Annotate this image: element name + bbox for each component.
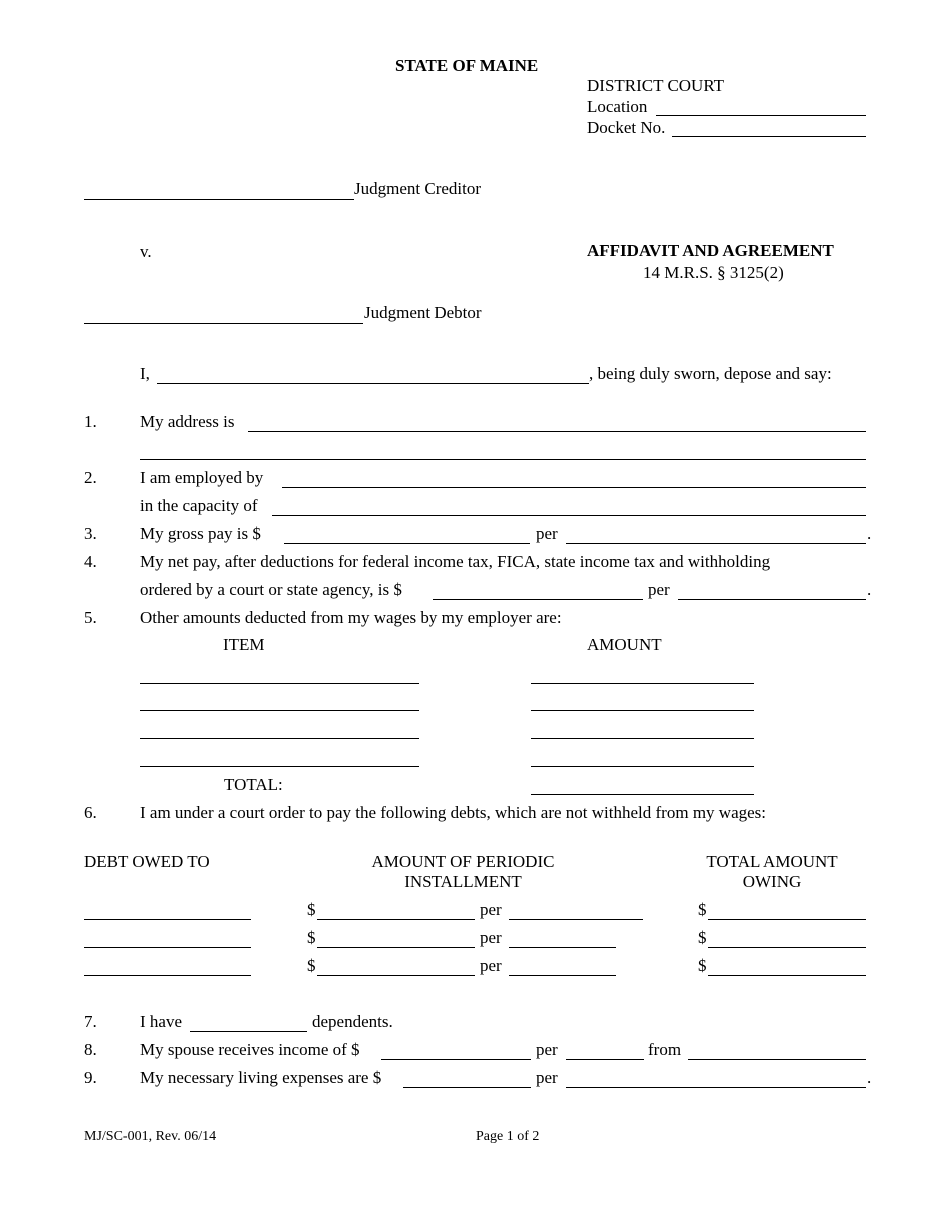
address-field-1[interactable]: [248, 431, 866, 432]
net-pay-text: My net pay, after deductions for federal income tax, FICA, state income tax and withholding: [140, 552, 771, 571]
installment-header-line1: AMOUNT OF PERIODIC: [371, 852, 555, 871]
debt-creditor-field[interactable]: [84, 947, 251, 948]
debt-creditor-field[interactable]: [84, 975, 251, 976]
per-label: per: [536, 524, 558, 543]
form-id: MJ/SC-001, Rev. 06/14: [84, 1129, 217, 1144]
from-label: from: [648, 1040, 682, 1059]
deduction-amount-field[interactable]: [531, 710, 754, 711]
amount-column-header: AMOUNT: [587, 635, 662, 654]
debtor-field[interactable]: [84, 323, 363, 324]
period-mark: .: [867, 524, 872, 543]
total-owing-field[interactable]: [708, 975, 866, 976]
gross-pay-field[interactable]: [284, 543, 530, 544]
living-expenses-field[interactable]: [403, 1087, 531, 1088]
court-order-label: I am under a court order to pay the following debts, which are not withheld from my wages:: [140, 803, 766, 822]
period-mark: .: [867, 1068, 872, 1087]
item-number: 8.: [84, 1040, 97, 1059]
deduction-total-field[interactable]: [531, 794, 754, 795]
other-deductions-label: Other amounts deducted from my wages by my employer are:: [140, 608, 562, 627]
net-pay-field[interactable]: [433, 599, 643, 600]
spouse-income-label: My spouse receives income of $: [140, 1040, 360, 1059]
per-label: per: [480, 956, 502, 975]
debtor-label: Judgment Debtor: [364, 303, 482, 322]
item-number: 2.: [84, 468, 97, 487]
installment-amount-field[interactable]: [317, 975, 475, 976]
dependents-suffix: dependents.: [312, 1012, 393, 1031]
court-name: DISTRICT COURT: [587, 76, 725, 95]
item-number: 5.: [84, 608, 97, 627]
item-column-header: ITEM: [223, 635, 265, 654]
total-owing-header-line2: OWING: [742, 872, 802, 891]
statute-citation: 14 M.R.S. § 3125(2): [643, 263, 784, 282]
per-label: per: [536, 1068, 558, 1087]
installment-period-field[interactable]: [509, 919, 643, 920]
deduction-item-field[interactable]: [140, 738, 419, 739]
dollar-sign: $: [307, 928, 316, 947]
gross-pay-period-field[interactable]: [566, 543, 866, 544]
living-expenses-label: My necessary living expenses are $: [140, 1068, 382, 1087]
docket-label: Docket No.: [587, 118, 666, 137]
deduction-item-field[interactable]: [140, 766, 419, 767]
docket-field[interactable]: [672, 136, 866, 137]
capacity-label: in the capacity of: [140, 496, 258, 515]
location-label: Location: [587, 97, 648, 116]
employer-field[interactable]: [282, 487, 866, 488]
deduction-amount-field[interactable]: [531, 738, 754, 739]
spouse-income-period-field[interactable]: [566, 1059, 644, 1060]
total-owing-field[interactable]: [708, 947, 866, 948]
period-mark: .: [867, 580, 872, 599]
address-field-2[interactable]: [140, 459, 866, 460]
dependents-prefix: I have: [140, 1012, 183, 1031]
total-owing-field[interactable]: [708, 919, 866, 920]
dollar-sign: $: [307, 956, 316, 975]
debt-owed-header: DEBT OWED TO: [84, 852, 210, 871]
dollar-sign: $: [698, 900, 707, 919]
deduction-amount-field[interactable]: [531, 766, 754, 767]
installment-period-field[interactable]: [509, 975, 616, 976]
net-pay-label: ordered by a court or state agency, is $: [140, 580, 402, 599]
creditor-label: Judgment Creditor: [354, 179, 482, 198]
living-expenses-period-field[interactable]: [566, 1087, 866, 1088]
address-label: My address is: [140, 412, 235, 431]
deduction-item-field[interactable]: [140, 683, 419, 684]
item-number: 3.: [84, 524, 97, 543]
debt-creditor-field[interactable]: [84, 919, 251, 920]
item-number: 4.: [84, 552, 97, 571]
item-number: 1.: [84, 412, 97, 431]
installment-period-field[interactable]: [509, 947, 616, 948]
item-number: 6.: [84, 803, 97, 822]
state-heading: STATE OF MAINE: [395, 56, 539, 75]
capacity-field[interactable]: [272, 515, 866, 516]
versus-label: v.: [140, 242, 152, 261]
per-label: per: [480, 928, 502, 947]
location-field[interactable]: [656, 115, 866, 116]
total-label: TOTAL:: [224, 775, 283, 794]
spouse-income-field[interactable]: [381, 1059, 531, 1060]
intro-suffix: , being duly sworn, depose and say:: [589, 364, 832, 383]
dependents-count-field[interactable]: [190, 1031, 307, 1032]
page-number: Page 1 of 2: [476, 1129, 540, 1144]
dollar-sign: $: [698, 928, 707, 947]
dollar-sign: $: [307, 900, 316, 919]
total-owing-header-line1: TOTAL AMOUNT: [706, 852, 838, 871]
net-pay-period-field[interactable]: [678, 599, 866, 600]
installment-header-line2: INSTALLMENT: [404, 872, 522, 891]
installment-amount-field[interactable]: [317, 947, 475, 948]
deduction-amount-field[interactable]: [531, 683, 754, 684]
deduction-item-field[interactable]: [140, 710, 419, 711]
per-label: per: [536, 1040, 558, 1059]
item-number: 7.: [84, 1012, 97, 1031]
spouse-income-source-field[interactable]: [688, 1059, 866, 1060]
per-label: per: [480, 900, 502, 919]
creditor-field[interactable]: [84, 199, 354, 200]
document-title: AFFIDAVIT AND AGREEMENT: [587, 241, 834, 260]
gross-pay-label: My gross pay is $: [140, 524, 261, 543]
employer-label: I am employed by: [140, 468, 264, 487]
dollar-sign: $: [698, 956, 707, 975]
affiant-name-field[interactable]: [157, 383, 589, 384]
intro-prefix: I,: [140, 364, 150, 383]
installment-amount-field[interactable]: [317, 919, 475, 920]
item-number: 9.: [84, 1068, 97, 1087]
per-label: per: [648, 580, 670, 599]
